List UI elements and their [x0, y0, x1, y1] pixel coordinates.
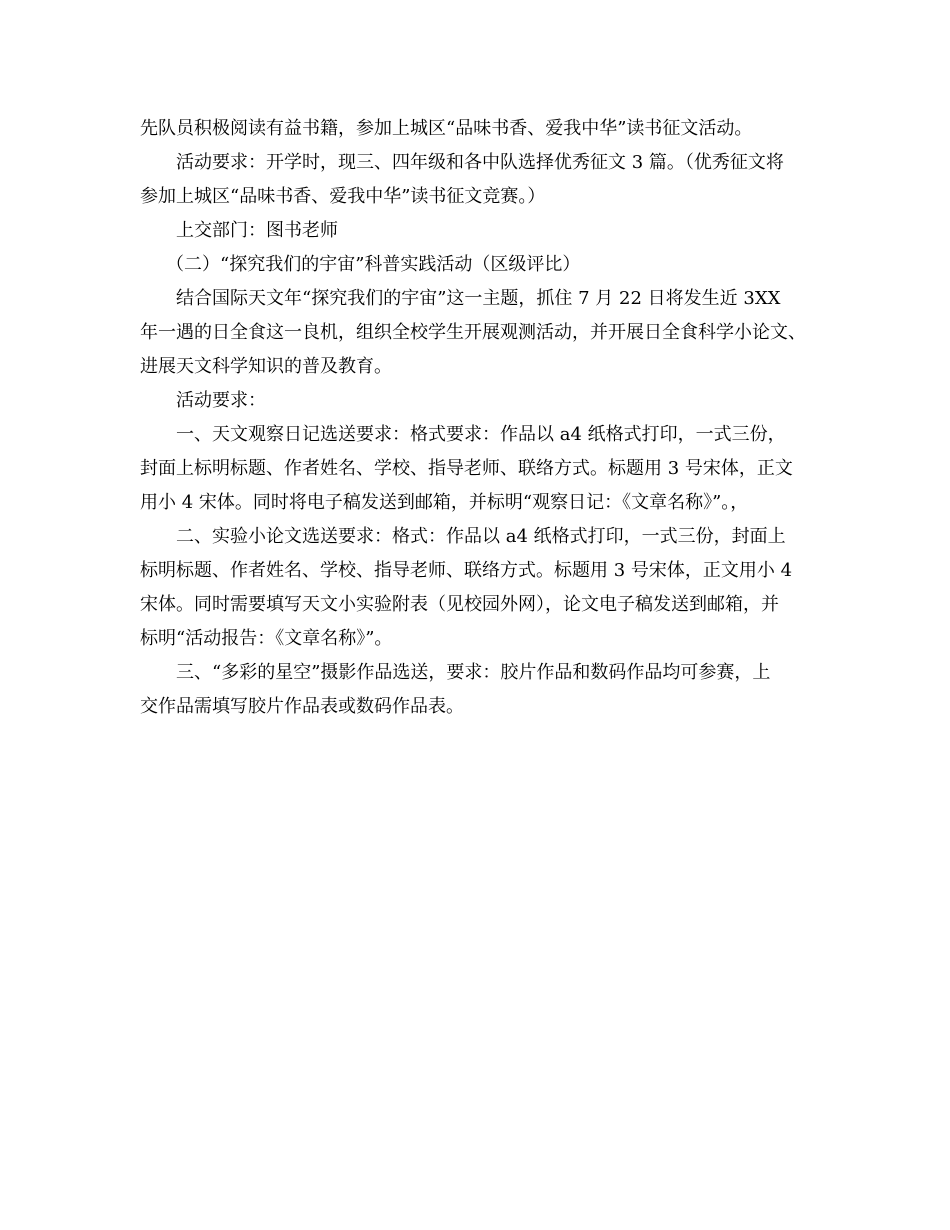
paragraph-line: 三、“多彩的星空”摄影作品选送，要求：胶片作品和数码作品均可参赛，上	[176, 662, 771, 683]
paragraph-line: 活动要求：开学时，现三、四年级和各中队选择优秀征文 3 篇。（优秀征文将	[176, 152, 784, 173]
paragraph-line: 结合国际天文年“探究我们的宇宙”这一主题，抓住 7 月 22 日将发生近 3XX	[176, 288, 781, 309]
paragraph-line: 年一遇的日全食这一良机，组织全校学生开展观测活动，并开展日全食科学小论文、	[140, 322, 806, 343]
paragraph-line: 一、天文观察日记选送要求：格式要求：作品以 a4 纸格式打印，一式三份，	[176, 424, 786, 445]
paragraph-line: 二、实验小论文选送要求：格式：作品以 a4 纸格式打印，一式三份，封面上	[176, 526, 786, 547]
paragraph-line: 标明“活动报告：《文章名称》”。	[140, 628, 393, 649]
section-heading: （二）“探究我们的宇宙”科普实践活动（区级评比）	[166, 254, 581, 275]
paragraph-line: 活动要求：	[176, 390, 266, 411]
paragraph-line: 上交部门：图书老师	[176, 220, 338, 241]
paragraph-line: 封面上标明标题、作者姓名、学校、指导老师、联络方式。标题用 3 号宋体，正文	[140, 458, 793, 479]
paragraph-line: 标明标题、作者姓名、学校、指导老师、联络方式。标题用 3 号宋体，正文用小 4	[140, 560, 793, 581]
paragraph-line: 先队员积极阅读有益书籍，参加上城区“品味书香、爱我中华”读书征文活动。	[140, 118, 753, 139]
paragraph-line: 进展天文科学知识的普及教育。	[140, 356, 392, 377]
document-body	[140, 112, 820, 724]
paragraph-line: 宋体。同时需要填写天文小实验附表（见校园外网），论文电子稿发送到邮箱，并	[140, 594, 779, 615]
paragraph-line: 用小 4 宋体。同时将电子稿发送到邮箱，并标明“观察日记：《文章名称》”。，	[140, 492, 749, 513]
paragraph-line: 参加上城区“品味书香、爱我中华”读书征文竞赛。）	[140, 186, 546, 207]
paragraph-line: 交作品需填写胶片作品表或数码作品表。	[140, 696, 464, 717]
